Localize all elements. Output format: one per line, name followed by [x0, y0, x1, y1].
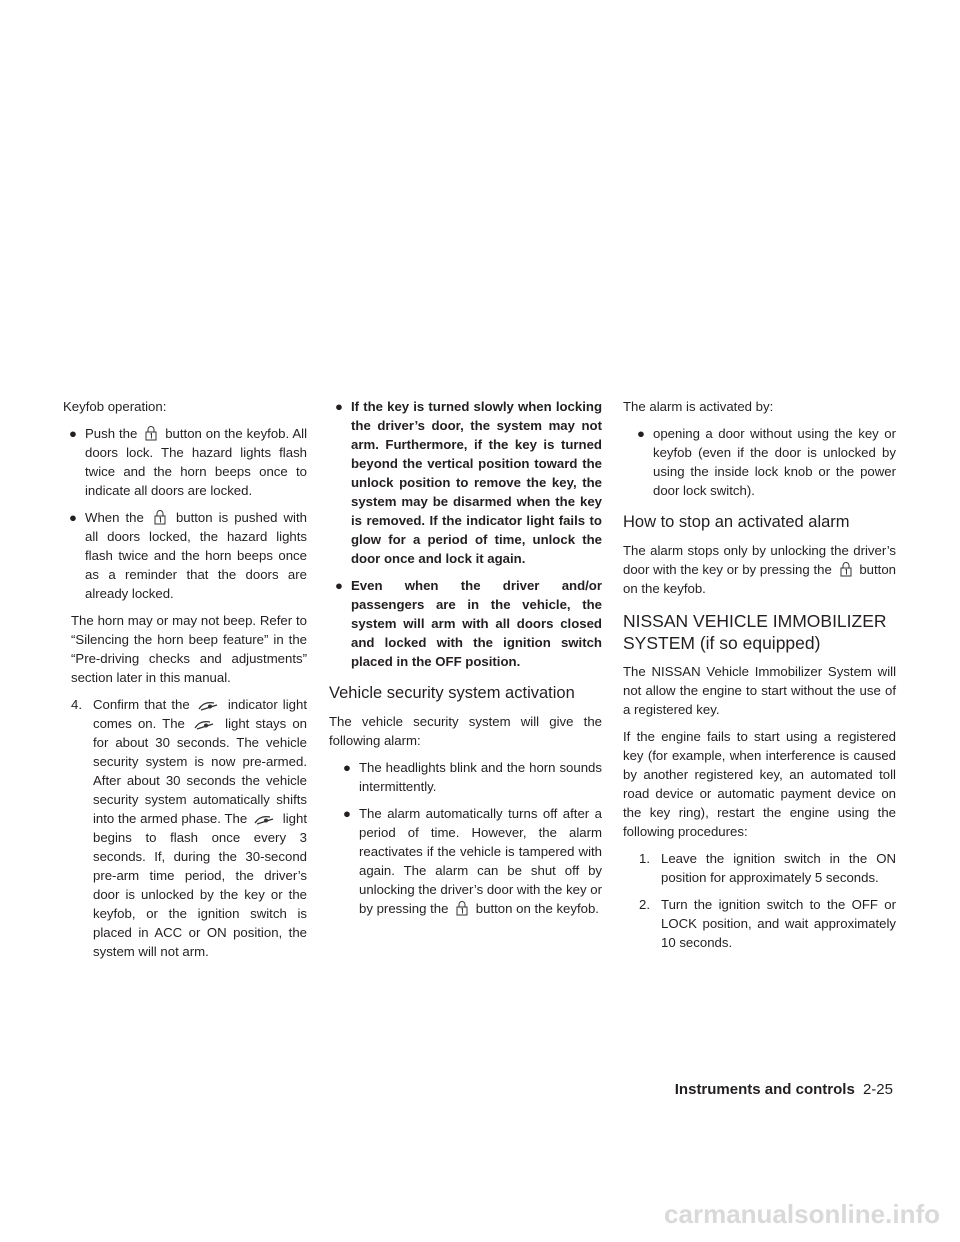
step-number: 1. [639, 851, 650, 866]
immobilizer-text: The NISSAN Vehicle Immobilizer System will not allow the engine to start without the use of a registered key. [623, 664, 896, 717]
page-footer [675, 1080, 893, 1099]
warning-item: ● Even when the driver and/or passengers are in the vehicle, the system will arm with all doors closed and locked with the ignition switch placed in the OFF position. [335, 578, 602, 669]
section-heading: Vehicle security system activation [329, 684, 575, 702]
bullet: ● [69, 426, 77, 441]
list-item: ● The headlights blink and the horn sounds intermittently. [343, 760, 602, 794]
lock-button-icon [144, 425, 158, 441]
page-number: 2-25 [862, 1081, 893, 1098]
section-name: Instruments and controls [674, 1081, 855, 1098]
list-item: ● When the button is pushed with all doors locked, the hazard lights flash twice and the horn beeps once as a reminder that the doors are already locked. [69, 510, 307, 601]
section-heading: NISSAN VEHICLE IMMOBILIZER SYSTEM (if so equipped) [623, 611, 887, 653]
alarm-intro: The vehicle security system will give the following alarm: [329, 714, 602, 748]
step-2: 2. Turn the ignition switch to the OFF or LOCK position, and wait approximately 10 seconds. [639, 897, 896, 950]
bullet: ● [69, 510, 77, 525]
lock-button-icon [153, 509, 167, 525]
alarm-activated-intro: The alarm is activated by: [623, 399, 774, 414]
stop-alarm-text: The alarm stops only by unlocking the driver’s door with the key or by pressing the button on the keyfob. [623, 543, 897, 596]
step-1: 1. Leave the ignition switch in the ON position for approximately 5 seconds. [639, 851, 896, 885]
watermark: carmanualsonline.info [664, 1198, 940, 1229]
horn-note: The horn may or may not beep. Refer to “Silencing the horn beep feature” in the “Pre-driving checks and adjustments” section later in this manual. [71, 613, 307, 685]
restart-text: If the engine fails to start using a registered key (for example, when interference is caused by another registered key, an automated toll road device or automatic payment device on the key ring), restart the engine using the following procedures: [623, 729, 896, 839]
bullet: ● [343, 806, 351, 821]
step-4: 4. Confirm that the indicator light comes on. The light stays on for about 30 seconds. The vehicle security system is now pre-armed. After about 30 seconds the vehicle security system automatically shifts into the armed phase. The light begins to flash once every 3 seconds. If, during the 30-second pre-arm time period, the driver’s door is unlocked by the key or the keyfob, or the ignition switch is placed in ACC or ON position, the system will not arm. [71, 697, 308, 959]
security-indicator-icon [194, 719, 216, 731]
list-item: ● opening a door without using the key or keyfob (even if the door is unlocked by using the inside lock knob or the power door lock switch). [637, 426, 896, 498]
security-indicator-icon [198, 700, 220, 712]
bullet: ● [343, 760, 351, 775]
column-1 [63, 397, 307, 969]
lock-button-icon [839, 561, 853, 577]
column-3 [623, 397, 896, 960]
step-number: 2. [639, 897, 650, 912]
security-indicator-icon [254, 814, 276, 826]
bullet: ● [335, 578, 343, 593]
bullet: ● [637, 426, 645, 441]
section-heading: How to stop an activated alarm [623, 513, 850, 531]
list-item: ● Push the button on the keyfob. All doors lock. The hazard lights flash twice and the horn beeps once to indicate all doors are locked. [69, 426, 308, 498]
keyfob-operation-intro: Keyfob operation: [63, 399, 167, 414]
warning-item: ● If the key is turned slowly when locking the driver’s door, the system may not arm. Furthermore, if the key is turned beyond the vertical position toward the unlock position to remove the key, the system may be disarmed when the key is removed. If the indicator light fails to glow for a period of time, unlock the door once and lock it again. [335, 399, 602, 566]
bullet: ● [335, 399, 343, 414]
step-number: 4. [71, 697, 82, 712]
lock-button-icon [455, 900, 469, 916]
list-item: ● The alarm automatically turns off after a period of time. However, the alarm reactivates if the vehicle is tampered with again. The alarm can be shut off by unlocking the driver’s door with the key or by pressing the button on the keyfob. [343, 806, 602, 916]
column-2 [329, 397, 602, 926]
